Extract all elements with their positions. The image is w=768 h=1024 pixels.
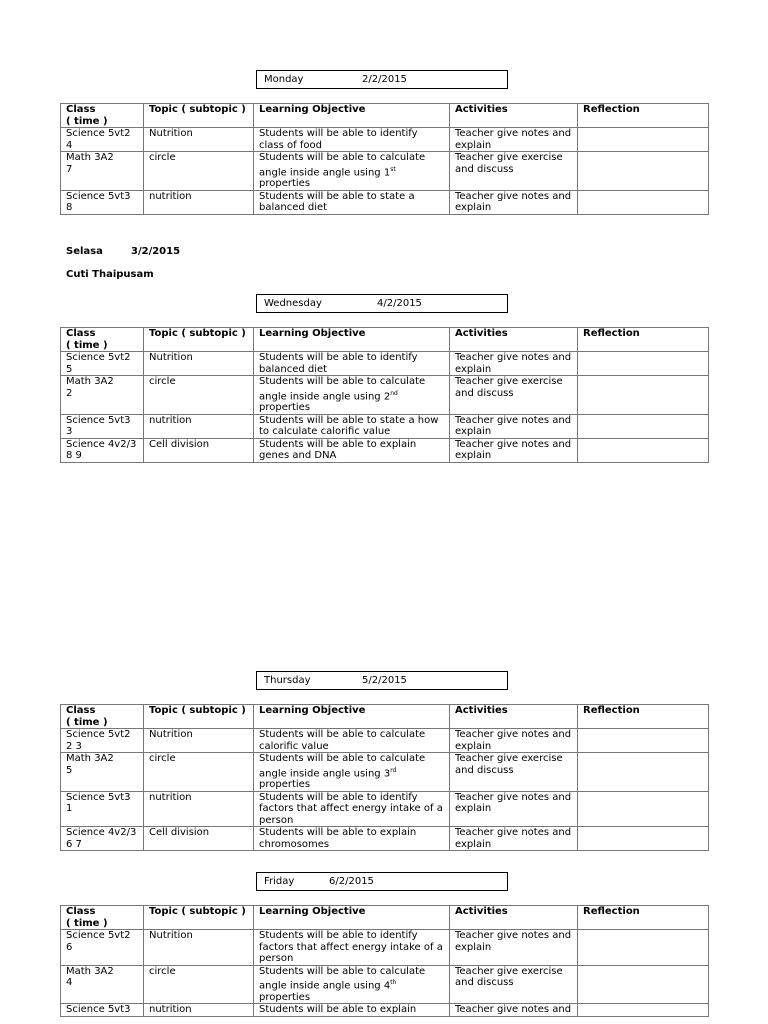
lesson-table-wednesday <box>60 327 709 463</box>
lesson-table-friday <box>60 905 709 1017</box>
class-cell <box>61 965 144 1004</box>
reflection-cell <box>578 965 709 1004</box>
table-row <box>61 376 709 415</box>
topic-cell <box>144 791 254 827</box>
class-time: 6 <box>66 941 73 953</box>
objective-line: Students will be able to explain <box>259 1004 417 1016</box>
objective-line: person <box>259 814 294 826</box>
table-row <box>61 438 709 462</box>
activities-cell <box>450 128 578 152</box>
objective-line: properties <box>259 991 311 1003</box>
topic-text: Nutrition <box>149 930 193 941</box>
class-cell <box>61 930 144 966</box>
topic-cell <box>144 190 254 214</box>
day-header-wednesday <box>256 294 508 313</box>
topic-cell <box>144 930 254 966</box>
activities-line: Teacher give notes and <box>455 352 572 363</box>
objective-line: person <box>259 953 294 964</box>
class-name: Science 4v2/3 <box>66 827 137 839</box>
activities-line: explain <box>455 740 492 752</box>
objective-line: Students will be able to identify <box>259 128 418 139</box>
activities-line: Teacher give notes and <box>455 414 572 426</box>
day-name: Wednesday <box>264 298 322 309</box>
topic-text: circle <box>149 965 176 977</box>
table-row <box>61 152 709 191</box>
header-objective-text: Learning Objective <box>259 328 366 339</box>
topic-cell <box>144 376 254 415</box>
table-row <box>61 965 709 1004</box>
objective-line: angle inside angle using 1 <box>259 166 391 178</box>
topic-text: Cell division <box>149 438 210 450</box>
reflection-cell <box>578 152 709 191</box>
selasa-heading <box>66 246 181 258</box>
header-reflection-text: Reflection <box>583 906 640 917</box>
class-cell <box>61 729 144 753</box>
class-time: 4 <box>66 977 73 988</box>
objective-line: balanced diet <box>259 202 328 214</box>
objective-line-wrap <box>259 977 444 992</box>
class-cell <box>61 128 144 152</box>
ordinal-suffix: rd <box>390 766 397 774</box>
ordinal-suffix: st <box>390 165 396 173</box>
header-objective <box>254 104 450 128</box>
class-name: Math 3A2 <box>66 376 114 387</box>
header-reflection <box>578 104 709 128</box>
class-cell <box>61 152 144 191</box>
lesson-table-monday <box>60 103 709 215</box>
header-objective-text: Learning Objective <box>259 906 366 917</box>
class-name: Science 5vt3 <box>66 414 131 426</box>
activities-cell <box>450 438 578 462</box>
table-row <box>61 827 709 851</box>
activities-line: Teacher give notes and <box>455 190 572 202</box>
activities-cell <box>450 753 578 792</box>
class-time: 8 9 <box>66 450 82 462</box>
selasa-date: 3/2/2015 <box>131 246 181 257</box>
activities-cell <box>450 930 578 966</box>
activities-line: Teacher give exercise <box>455 376 563 387</box>
topic-cell <box>144 352 254 376</box>
objective-cell <box>254 190 450 214</box>
topic-text: circle <box>149 376 176 387</box>
objective-line: Students will be able to calculate <box>259 753 426 764</box>
activities-cell <box>450 965 578 1004</box>
table-row <box>61 753 709 792</box>
table-header-row <box>61 328 709 352</box>
topic-text: nutrition <box>149 791 192 803</box>
objective-line: Students will be able to identify <box>259 930 418 941</box>
objective-line: to calculate calorific value <box>259 426 391 438</box>
class-time: 5 <box>66 363 73 375</box>
objective-cell <box>254 438 450 462</box>
activities-cell <box>450 791 578 827</box>
activities-line: and discuss <box>455 764 514 776</box>
table-row <box>61 930 709 966</box>
reflection-cell <box>578 190 709 214</box>
objective-line: properties <box>259 178 311 190</box>
header-activities <box>450 328 578 352</box>
header-class-text: ( time ) <box>66 917 108 929</box>
topic-text: Nutrition <box>149 352 193 363</box>
objective-line: calorific value <box>259 740 329 752</box>
objective-line-wrap <box>259 765 444 780</box>
header-activities <box>450 705 578 729</box>
reflection-cell <box>578 1004 709 1017</box>
activities-line: explain <box>455 139 492 151</box>
activities-cell <box>450 190 578 214</box>
class-name: Science 4v2/3 <box>66 438 137 450</box>
header-objective <box>254 705 450 729</box>
header-class-text: ( time ) <box>66 339 108 351</box>
class-cell <box>61 438 144 462</box>
class-time: 7 <box>66 163 73 175</box>
activities-line: explain <box>455 363 492 375</box>
class-time: 4 <box>66 139 73 151</box>
objective-cell <box>254 753 450 792</box>
header-activities-text: Activities <box>455 328 508 339</box>
table-header-row <box>61 906 709 930</box>
reflection-cell <box>578 352 709 376</box>
objective-line-wrap <box>259 164 444 179</box>
topic-cell <box>144 128 254 152</box>
table-row <box>61 729 709 753</box>
header-class-text: Class <box>66 705 96 716</box>
topic-text: circle <box>149 753 176 764</box>
table-header-row <box>61 104 709 128</box>
table-row <box>61 1004 709 1017</box>
objective-cell <box>254 152 450 191</box>
activities-line: Teacher give exercise <box>455 152 563 163</box>
day-name: Monday <box>264 74 304 85</box>
class-time: 2 3 <box>66 740 82 752</box>
lesson-table-thursday <box>60 704 709 851</box>
activities-cell <box>450 729 578 753</box>
activities-line: explain <box>455 803 492 815</box>
header-reflection-text: Reflection <box>583 705 640 716</box>
table-row <box>61 190 709 214</box>
class-time: 2 <box>66 387 73 399</box>
objective-line: class of food <box>259 139 322 151</box>
class-name: Science 5vt3 <box>66 791 131 803</box>
header-class <box>61 906 144 930</box>
objective-line: Students will be able to identify <box>259 352 418 363</box>
objective-line: properties <box>259 779 311 791</box>
activities-cell <box>450 152 578 191</box>
header-reflection <box>578 705 709 729</box>
activities-cell <box>450 376 578 415</box>
class-name: Science 5vt3 <box>66 190 131 202</box>
header-topic <box>144 104 254 128</box>
class-name: Science 5vt2 <box>66 930 131 941</box>
day-date: 2/2/2015 <box>362 74 407 85</box>
activities-line: Teacher give notes and <box>455 930 572 941</box>
day-date: 5/2/2015 <box>362 675 407 686</box>
day-date: 4/2/2015 <box>377 298 422 309</box>
header-class-text: ( time ) <box>66 716 108 728</box>
topic-text: nutrition <box>149 1004 192 1016</box>
day-name: Thursday <box>264 675 311 686</box>
header-activities-text: Activities <box>455 705 508 716</box>
class-cell <box>61 1004 144 1017</box>
activities-line: explain <box>455 426 492 438</box>
ordinal-suffix: nd <box>390 389 398 397</box>
class-time: 1 <box>66 803 73 815</box>
topic-text: Cell division <box>149 827 210 839</box>
topic-cell <box>144 753 254 792</box>
objective-line: Students will be able to calculate <box>259 376 426 387</box>
header-class-text: Class <box>66 328 96 339</box>
class-cell <box>61 376 144 415</box>
objective-line: factors that affect energy intake of a <box>259 941 443 953</box>
table-row <box>61 128 709 152</box>
activities-line: Teacher give notes and <box>455 128 572 139</box>
objective-line: genes and DNA <box>259 450 337 462</box>
objective-cell <box>254 729 450 753</box>
class-cell <box>61 827 144 851</box>
activities-line: explain <box>455 202 492 214</box>
reflection-cell <box>578 376 709 415</box>
objective-line: factors that affect energy intake of a <box>259 803 443 815</box>
reflection-cell <box>578 827 709 851</box>
activities-cell <box>450 827 578 851</box>
activities-line: Teacher give notes and <box>455 827 572 839</box>
topic-text: Nutrition <box>149 729 193 740</box>
header-topic-text: Topic ( subtopic ) <box>149 104 246 115</box>
header-class <box>61 328 144 352</box>
activities-cell <box>450 352 578 376</box>
class-cell <box>61 352 144 376</box>
topic-cell <box>144 1004 254 1017</box>
topic-cell <box>144 414 254 438</box>
class-time: 8 <box>66 202 73 214</box>
selasa-day: Selasa <box>66 246 103 257</box>
header-topic <box>144 705 254 729</box>
header-topic-text: Topic ( subtopic ) <box>149 705 246 716</box>
header-reflection <box>578 328 709 352</box>
class-name: Science 5vt2 <box>66 729 131 740</box>
activities-line: and discuss <box>455 977 514 988</box>
reflection-cell <box>578 438 709 462</box>
table-row <box>61 791 709 827</box>
activities-line: Teacher give exercise <box>455 965 563 977</box>
header-class-text: Class <box>66 906 96 917</box>
activities-line: explain <box>455 838 492 850</box>
topic-cell <box>144 965 254 1004</box>
day-header-thursday <box>256 671 508 690</box>
objective-line: angle inside angle using 4 <box>259 980 391 992</box>
activities-line: explain <box>455 450 492 462</box>
activities-line: and discuss <box>455 163 514 175</box>
header-class <box>61 104 144 128</box>
topic-text: nutrition <box>149 414 192 426</box>
header-objective-text: Learning Objective <box>259 104 366 115</box>
objective-line: balanced diet <box>259 363 328 375</box>
reflection-cell <box>578 930 709 966</box>
class-time: 3 <box>66 426 73 438</box>
table-header-row <box>61 705 709 729</box>
objective-cell <box>254 352 450 376</box>
activities-line: Teacher give notes and <box>455 1004 572 1016</box>
objective-line: angle inside angle using 3 <box>259 767 391 779</box>
reflection-cell <box>578 128 709 152</box>
objective-line: Students will be able to explain <box>259 438 417 450</box>
header-activities-text: Activities <box>455 906 508 917</box>
header-objective <box>254 328 450 352</box>
objective-cell <box>254 827 450 851</box>
reflection-cell <box>578 729 709 753</box>
day-name: Friday <box>264 876 295 887</box>
objective-line: Students will be able to state a how <box>259 414 439 426</box>
header-reflection-text: Reflection <box>583 328 640 339</box>
header-class <box>61 705 144 729</box>
header-activities-text: Activities <box>455 104 508 115</box>
objective-line: Students will be able to identify <box>259 791 418 803</box>
header-class-text: Class <box>66 104 96 115</box>
reflection-cell <box>578 753 709 792</box>
objective-cell <box>254 930 450 966</box>
table-row <box>61 352 709 376</box>
header-topic-text: Topic ( subtopic ) <box>149 328 246 339</box>
reflection-cell <box>578 791 709 827</box>
objective-line: Students will be able to calculate <box>259 729 426 740</box>
class-name: Math 3A2 <box>66 753 114 764</box>
class-name: Science 5vt2 <box>66 352 131 363</box>
header-activities <box>450 104 578 128</box>
objective-line: Students will be able to state a <box>259 190 415 202</box>
objective-line: chromosomes <box>259 838 330 850</box>
topic-cell <box>144 827 254 851</box>
activities-line: Teacher give exercise <box>455 753 563 764</box>
class-time: 6 7 <box>66 838 82 850</box>
day-date: 6/2/2015 <box>329 876 374 887</box>
objective-cell <box>254 376 450 415</box>
objective-line: Students will be able to calculate <box>259 152 426 163</box>
class-time: 5 <box>66 764 73 776</box>
topic-text: Nutrition <box>149 128 193 139</box>
ordinal-suffix: th <box>390 979 397 986</box>
activities-cell <box>450 1004 578 1017</box>
activities-line: and discuss <box>455 387 514 399</box>
header-objective <box>254 906 450 930</box>
reflection-cell <box>578 414 709 438</box>
class-name: Science 5vt2 <box>66 128 131 139</box>
topic-cell <box>144 152 254 191</box>
header-topic <box>144 906 254 930</box>
objective-cell <box>254 128 450 152</box>
header-reflection <box>578 906 709 930</box>
class-name: Math 3A2 <box>66 152 114 163</box>
class-cell <box>61 414 144 438</box>
objective-cell <box>254 965 450 1004</box>
header-objective-text: Learning Objective <box>259 705 366 716</box>
header-reflection-text: Reflection <box>583 104 640 115</box>
objective-line: Students will be able to calculate <box>259 965 426 977</box>
day-header-monday <box>256 70 508 89</box>
topic-text: circle <box>149 152 176 163</box>
activities-cell <box>450 414 578 438</box>
topic-text: nutrition <box>149 190 192 202</box>
activities-line: Teacher give notes and <box>455 729 572 740</box>
table-row <box>61 414 709 438</box>
objective-line: Students will be able to explain <box>259 827 417 839</box>
header-activities <box>450 906 578 930</box>
objective-cell <box>254 414 450 438</box>
class-name: Science 5vt3 <box>66 1004 131 1016</box>
objective-line: properties <box>259 402 311 414</box>
class-name: Math 3A2 <box>66 965 114 977</box>
header-topic <box>144 328 254 352</box>
class-cell <box>61 791 144 827</box>
objective-line: angle inside angle using 2 <box>259 390 391 402</box>
activities-line: Teacher give notes and <box>455 438 572 450</box>
activities-line: Teacher give notes and <box>455 791 572 803</box>
class-cell <box>61 753 144 792</box>
day-header-friday <box>256 872 508 891</box>
header-class-text: ( time ) <box>66 115 108 127</box>
objective-cell <box>254 1004 450 1017</box>
header-topic-text: Topic ( subtopic ) <box>149 906 246 917</box>
selasa-note: Cuti Thaipusam <box>66 269 154 280</box>
activities-line: explain <box>455 941 492 953</box>
topic-cell <box>144 729 254 753</box>
topic-cell <box>144 438 254 462</box>
objective-cell <box>254 791 450 827</box>
objective-line-wrap <box>259 388 444 403</box>
class-cell <box>61 190 144 214</box>
